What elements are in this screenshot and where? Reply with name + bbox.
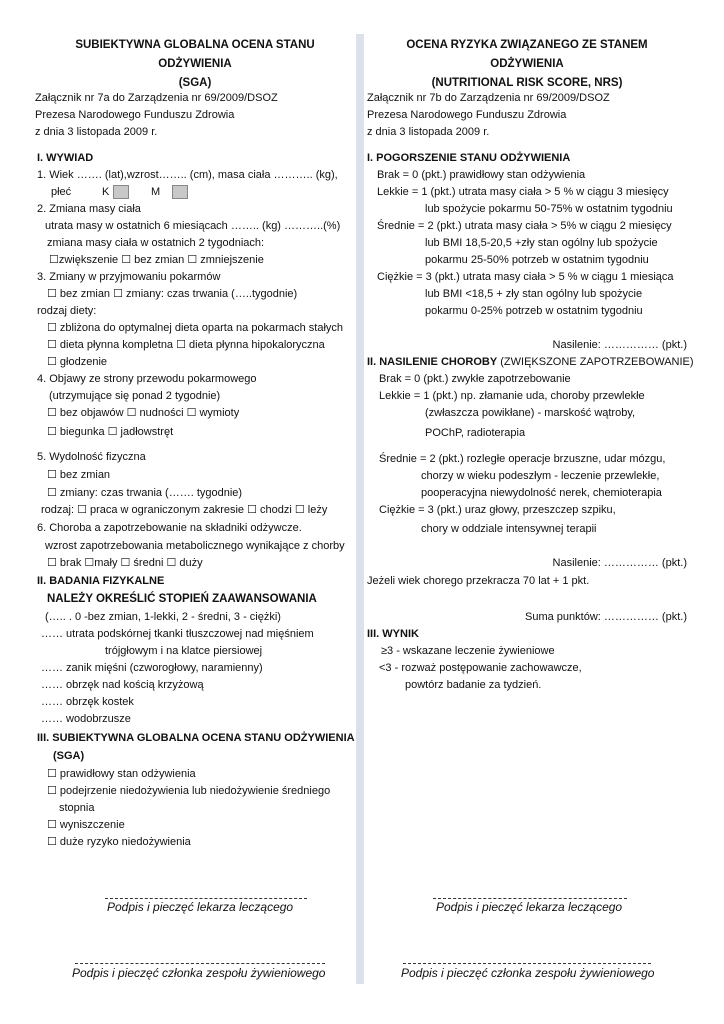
section-result-heading: III. WYNIK: [367, 628, 419, 640]
weight-loss-6m: utrata masy w ostatnich 6 miesiącach …….. (kg) ………..(%): [45, 220, 341, 232]
exam-ankle-edema: …… obrzęk kostek: [41, 696, 134, 708]
diet-type-label: rodzaj diety:: [37, 305, 97, 317]
sga-result-cachexia[interactable]: ☐ wyniszczenie: [47, 819, 125, 831]
signature-line-doctor: [105, 898, 307, 899]
sex-m-label: M: [151, 186, 161, 198]
severity-instruction: NALEŻY OKREŚLIĆ STOPIEŃ ZAAWANSOWANIA: [47, 593, 317, 605]
exam-fat-loss: …… utrata podskórnej tkanki tłuszczowej nad mięśniem: [41, 628, 314, 640]
weight-change-heading: 2. Zmiana masy ciała: [37, 203, 141, 215]
nutrition-moderate-cont2: pokarmu 25-50% potrzeb w ostatnim tygodniu: [425, 254, 649, 266]
column-divider: [356, 34, 364, 984]
signature-line-doctor: [433, 898, 627, 899]
signature-team-label: Podpis i pieczęć członka zespołu żywieniowego: [401, 966, 655, 980]
sex-m-checkbox[interactable]: [172, 185, 188, 199]
sex-k-label: K: [102, 186, 110, 198]
capacity-no-change[interactable]: ☐ bez zmian: [47, 469, 111, 481]
weight-change-2w: zmiana masy ciała w ostatnich 2 tygodniach:: [47, 237, 265, 249]
nutrition-mild-cont: lub spożycie pokarmu 50-75% w ostatnim tygodniu: [425, 203, 673, 215]
sga-ref-line3: z dnia 3 listopada 2009 r.: [35, 126, 158, 138]
metabolic-demand-options[interactable]: ☐ brak ☐mały ☐ średni ☐ duży: [47, 557, 203, 569]
age-bonus-note: Jeżeli wiek chorego przekracza 70 lat + 1 pkt.: [367, 575, 590, 587]
severity-scale: (….. . 0 -bez zmian, 1-lekki, 2 - średni, 3 - ciężki): [45, 611, 281, 623]
diet-option-liquid[interactable]: ☐ dieta płynna kompletna ☐ dieta płynna hipokaloryczna: [47, 339, 325, 351]
nutrition-moderate: Średnie = 2 (pkt.) utrata masy ciała > 5% w ciągu 2 miesięcy: [377, 220, 672, 232]
intake-change-heading: 3. Zmiany w przyjmowaniu pokarmów: [37, 271, 221, 283]
nrs-title-line3: (NUTRITIONAL RISK SCORE, NRS): [431, 77, 623, 89]
intake-change-options[interactable]: ☐ bez zmian ☐ zmiany: czas trwania (…..tygodnie): [47, 288, 298, 300]
nrs-form: [367, 0, 694, 1024]
exam-sacral-edema: …… obrzęk nad kością krzyżową: [41, 679, 204, 691]
sex-k-checkbox[interactable]: [113, 185, 129, 199]
section-wywiad-heading: I. WYWIAD: [37, 152, 94, 164]
signature-line-team: [403, 963, 651, 964]
disease-heading-note: (ZWIĘKSZONE ZAPOTRZEBOWANIE): [497, 356, 694, 368]
disease-mild-cont2: POChP, radioterapia: [425, 427, 526, 439]
nutrition-none: Brak = 0 (pkt.) prawidłowy stan odżywienia: [377, 169, 586, 181]
disease-severity-field[interactable]: Nasilenie: …………… (pkt.): [552, 557, 687, 569]
nutrition-mild: Lekkie = 1 (pkt.) utrata masy ciała > 5 % w ciągu 3 miesięcy: [377, 186, 669, 198]
sex-label: płeć: [51, 186, 72, 198]
diet-option-solid[interactable]: ☐ zbliżona do optymalnej dieta oparta na pokarmach stałych: [47, 322, 344, 334]
section-sga-result-heading: III. SUBIEKTYWNA GLOBALNA OCENA STANU ODŻYWIENIA: [37, 732, 355, 744]
gi-symptoms-options-1[interactable]: ☐ bez objawów ☐ nudności ☐ wymioty: [47, 407, 240, 419]
signature-doctor-label: Podpis i pieczęć lekarza leczącego: [107, 900, 294, 914]
exam-fat-loss-cont: trójgłowym i na klatce piersiowej: [105, 645, 263, 657]
disease-moderate-cont2: pooperacyjna niewydolność nerek, chemioterapia: [421, 487, 662, 499]
disease-heading-bold: II. NASILENIE CHOROBY: [367, 356, 498, 368]
section-physical-exam-heading: II. BADANIA FIZYKALNE: [37, 575, 165, 587]
nutrition-severity-field[interactable]: Nasilenie: …………… (pkt.): [552, 339, 687, 351]
nutrition-severe-cont1: lub BMI <18,5 + zły stan ogólny lub spożycie: [425, 288, 643, 300]
nutrition-moderate-cont1: lub BMI 18,5-20,5 +zły stan ogólny lub spożycie: [425, 237, 658, 249]
signature-line-team: [75, 963, 325, 964]
disease-moderate-cont1: chorzy w wieku podeszłym - leczenie przewlekłe,: [421, 470, 660, 482]
disease-severe: Ciężkie = 3 (pkt.) uraz głowy, przeszczep szpiku,: [379, 504, 616, 516]
nrs-ref-line2: Prezesa Narodowego Funduszu Zdrowia: [367, 109, 567, 121]
exam-muscle-wasting: …… zanik mięśni (czworogłowy, naramienny): [41, 662, 263, 674]
capacity-type-options[interactable]: rodzaj: ☐ praca w ograniczonym zakresie ☐ chodzi ☐ leży: [41, 504, 328, 516]
nrs-title-line2: ODŻYWIENIA: [490, 58, 564, 70]
exam-ascites: …… wodobrzusze: [41, 713, 131, 725]
capacity-changes[interactable]: ☐ zmiany: czas trwania (……. tygodnie): [47, 487, 243, 499]
sga-result-normal[interactable]: ☐ prawidłowy stan odżywienia: [47, 768, 196, 780]
result-low-cont: powtórz badanie za tydzień.: [405, 679, 542, 691]
total-score-field[interactable]: Suma punktów: …………… (pkt.): [525, 611, 687, 623]
gi-symptoms-heading: 4. Objawy ze strony przewodu pokarmowego: [37, 373, 257, 385]
disease-none: Brak = 0 (pkt.) zwykłe zapotrzebowanie: [379, 373, 571, 385]
disease-mild: Lekkie = 1 (pkt.) np. złamanie uda, choroby przewlekłe: [379, 390, 645, 402]
gi-symptoms-options-2[interactable]: ☐ biegunka ☐ jadłowstręt: [47, 426, 174, 438]
signature-team-label: Podpis i pieczęć członka zespołu żywieniowego: [72, 966, 326, 980]
weight-change-options[interactable]: ☐zwiększenie ☐ bez zmian ☐ zmniejszenie: [49, 254, 264, 266]
sex-option-k[interactable]: [102, 185, 129, 199]
age-height-weight: 1. Wiek ……. (lat),wzrost…….. (cm), masa ciała ……….. (kg),: [37, 169, 338, 181]
result-high: ≥3 - wskazane leczenie żywieniowe: [381, 645, 555, 657]
diet-option-starvation[interactable]: ☐ głodzenie: [47, 356, 108, 368]
nrs-ref-line3: z dnia 3 listopada 2009 r.: [367, 126, 490, 138]
sga-form: [35, 0, 355, 1024]
sga-title-line3: (SGA): [178, 77, 212, 89]
sga-title-line1: SUBIEKTYWNA GLOBALNA OCENA STANU: [75, 39, 315, 51]
disease-moderate: Średnie = 2 (pkt.) rozległe operacje brzuszne, udar mózgu,: [379, 453, 666, 465]
disease-heading: 6. Choroba a zapotrzebowanie na składniki odżywcze.: [37, 522, 302, 534]
section-disease-heading: [367, 355, 694, 369]
gi-symptoms-note: (utrzymujące się ponad 2 tygodnie): [49, 390, 221, 402]
result-low: <3 - rozważ postępowanie zachowawcze,: [379, 662, 582, 674]
nutrition-severe-cont2: pokarmu 0-25% potrzeb w ostatnim tygodniu: [425, 305, 643, 317]
signature-doctor-label: Podpis i pieczęć lekarza leczącego: [436, 900, 623, 914]
physical-capacity-heading: 5. Wydolność fizyczna: [37, 451, 146, 463]
sga-result-suspected-cont: stopnia: [59, 802, 95, 814]
sga-ref-line1: Załącznik nr 7a do Zarządzenia nr 69/2009/DSOZ: [35, 92, 278, 104]
section-sga-result-sub: (SGA): [53, 750, 85, 762]
nrs-title-line1: OCENA RYZYKA ZWIĄZANEGO ZE STANEM: [406, 39, 648, 51]
disease-severe-cont: chory w oddziale intensywnej terapii: [421, 523, 597, 535]
sga-result-suspected[interactable]: ☐ podejrzenie niedożywienia lub niedożywienie średniego: [47, 785, 331, 797]
nutrition-severe: Ciężkie = 3 (pkt.) utrata masy ciała > 5 % w ciągu 1 miesiąca: [377, 271, 674, 283]
section-nutrition-heading: I. POGORSZENIE STANU ODŻYWIENIA: [367, 152, 571, 164]
nrs-ref-line1: Załącznik nr 7b do Zarządzenia nr 69/2009/DSOZ: [367, 92, 610, 104]
metabolic-demand-note: wzrost zapotrzebowania metabolicznego wynikające z chorby: [45, 540, 345, 552]
sga-title-line2: ODŻYWIENIA: [158, 58, 232, 70]
sga-ref-line2: Prezesa Narodowego Funduszu Zdrowia: [35, 109, 235, 121]
disease-mild-cont1: (zwłaszcza powikłane) - marskość wątroby,: [425, 407, 636, 419]
sex-option-m[interactable]: [151, 185, 188, 199]
sga-result-high-risk[interactable]: ☐ duże ryzyko niedożywienia: [47, 836, 191, 848]
